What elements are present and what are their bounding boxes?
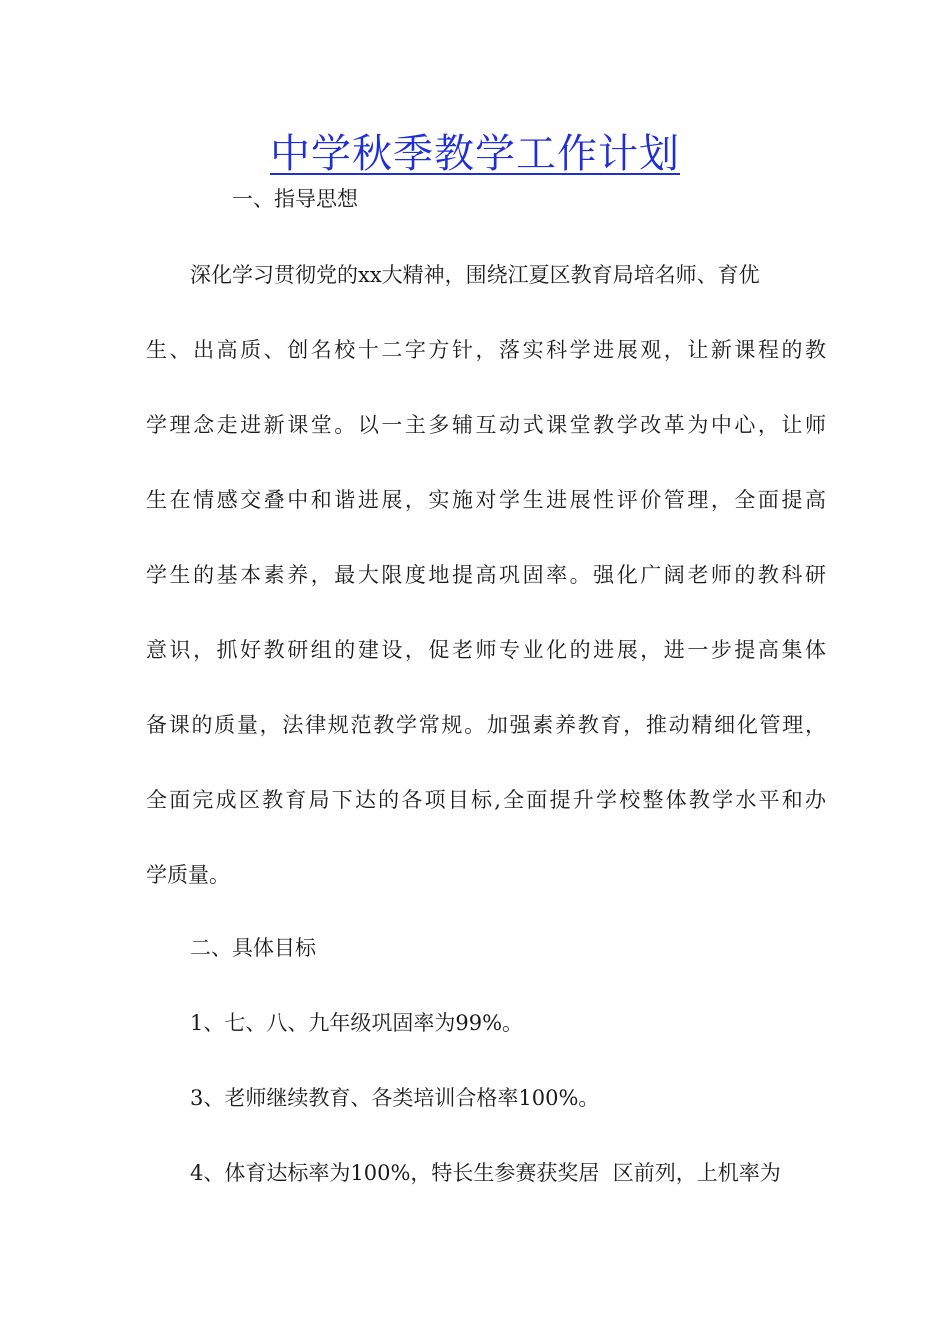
paragraph-line: 学理念走进新课堂。以一主多辅互动式课堂教学改革为中心，让师 <box>146 413 826 437</box>
paragraph-line: 生、出高质、创名校十二字方针，落实科学进展观，让新课程的教 <box>146 338 826 362</box>
paragraph-line: 意识，抓好教研组的建设，促老师专业化的进展，进一步提高集体 <box>146 638 826 662</box>
section-heading-specific-goals: 二、具体目标 <box>190 936 316 960</box>
document-title: 中学秋季教学工作计划 <box>270 131 680 177</box>
paragraph-line: 学质量。 <box>146 863 230 887</box>
paragraph-line: 备课的质量，法律规范教学常规。加强素养教育，推动精细化管理， <box>146 713 826 737</box>
goal-item: 4、体育达标率为100%，特长生参赛获奖居 区前列，上机率为 <box>190 1161 781 1185</box>
paragraph-line: 全面完成区教育局下达的各项目标,全面提升学校整体教学水平和办 <box>146 788 826 812</box>
goal-item: 1、七、八、九年级巩固率为99%。 <box>190 1011 524 1035</box>
paragraph-line: 学生的基本素养，最大限度地提高巩固率。强化广阔老师的教科研 <box>146 563 826 587</box>
goal-item: 3、老师继续教育、各类培训合格率100%。 <box>190 1086 600 1110</box>
paragraph-line: 深化学习贯彻党的xx大精神，围绕江夏区教育局培名师、育优 <box>190 263 760 287</box>
section-heading-guiding-ideology: 一、指导思想 <box>232 187 358 211</box>
paragraph-line: 生在情感交叠中和谐进展，实施对学生进展性评价管理，全面提高 <box>146 488 826 512</box>
